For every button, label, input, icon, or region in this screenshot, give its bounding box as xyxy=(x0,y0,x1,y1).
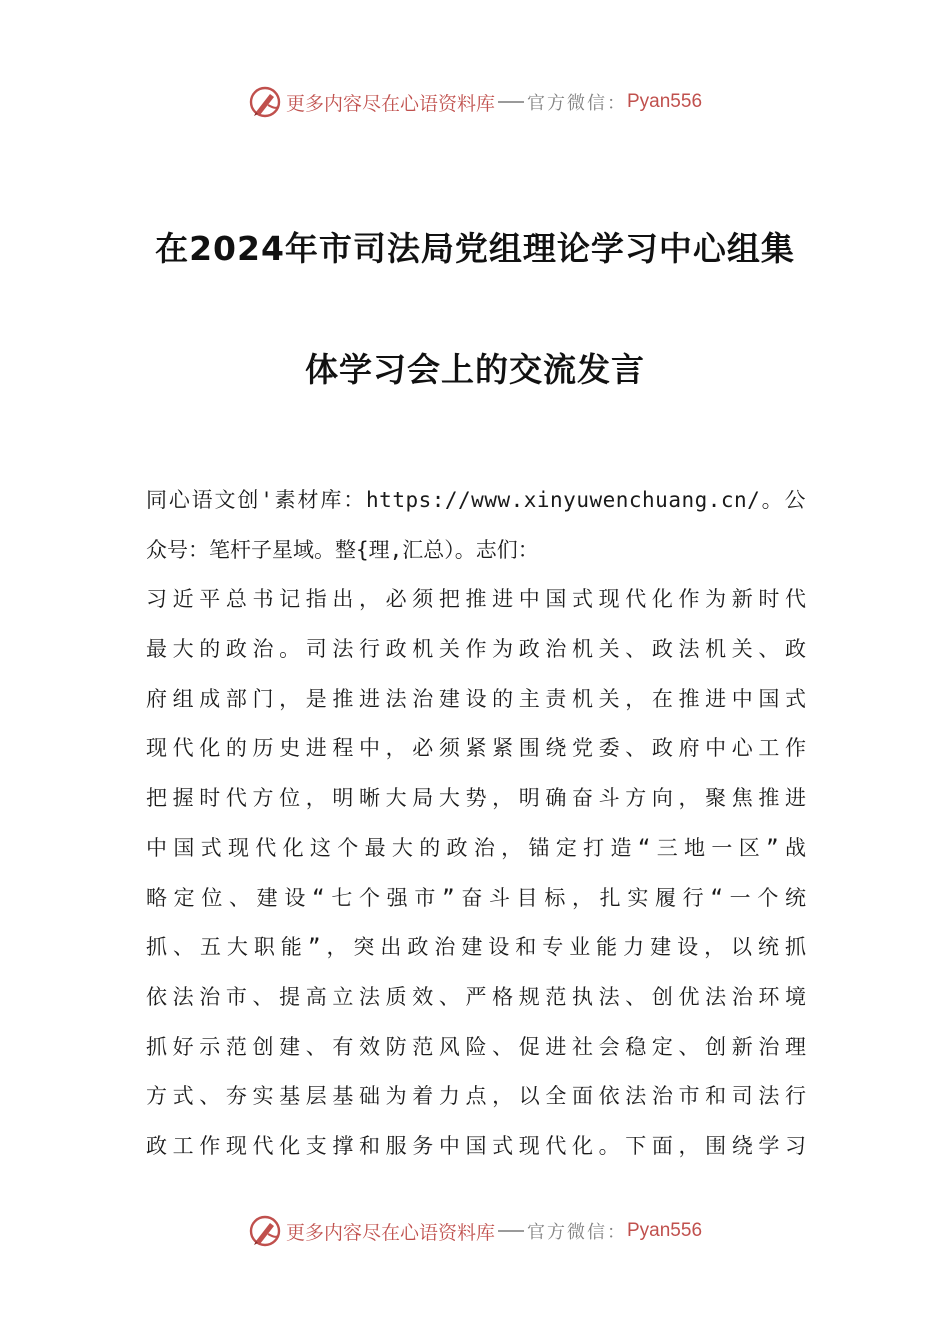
body-line: 抓好示范创建、有效防范风险、促进社会稳定、创新治理 xyxy=(146,1034,806,1059)
body-line: 习近平总书记指出，必须把推进中国式现代化作为新时代 xyxy=(146,587,806,612)
banner-text: 更多内容尽在心语资料库 xyxy=(285,1221,495,1244)
document-title-line-2: 体学习会上的交流发言 xyxy=(305,350,645,389)
header-banner xyxy=(0,82,950,122)
document-body xyxy=(146,476,806,1172)
banner-wechat-id: Pyan556 xyxy=(627,91,703,112)
banner-text: 更多内容尽在心语资料库 xyxy=(285,92,495,115)
body-line: 抓、五大职能”，突出政治建设和专业能力建设，以统抓 xyxy=(146,935,806,960)
banner-dash xyxy=(498,101,524,103)
body-line: 把握时代方位，明晰大局大势，明确奋斗方向，聚焦推进 xyxy=(146,786,806,811)
body-line: 众号：笔杆子星域。整{理,汇总）。志们： xyxy=(146,537,539,562)
pen-logo-icon xyxy=(248,85,282,119)
banner-wechat-id: Pyan556 xyxy=(627,1220,703,1241)
body-line: 方式、夯实基层基础为着力点，以全面依法治市和司法行 xyxy=(146,1084,806,1109)
body-line: 依法治市、提高立法质效、严格规范执法、创优法治环境 xyxy=(146,984,806,1009)
body-line: 中国式现代化这个最大的政治，锚定打造“三地一区”战 xyxy=(146,835,806,860)
footer-banner xyxy=(0,1211,950,1251)
body-line: 政工作现代化支撑和服务中国式现代化。下面，围绕学习 xyxy=(146,1133,806,1158)
banner-official-label: 官方微信： xyxy=(527,1222,627,1243)
banner-dash xyxy=(498,1230,524,1232)
body-line: 同心语文创'素材库：https://www.xinyuwenchuang.cn/。公 xyxy=(146,488,806,512)
document-title-line-1: 在2024年市司法局党组理论学习中心组集 xyxy=(155,229,795,268)
pen-logo-icon xyxy=(248,1214,282,1248)
body-line: 现代化的历史进程中，必须紧紧围绕党委、政府中心工作 xyxy=(146,736,806,761)
body-line: 略定位、建设“七个强市”奋斗目标，扎实履行“一个统 xyxy=(146,885,806,910)
body-line: 最大的政治。司法行政机关作为政治机关、政法机关、政 xyxy=(146,637,806,662)
banner-official-label: 官方微信： xyxy=(527,93,627,114)
body-line: 府组成部门，是推进法治建设的主责机关，在推进中国式 xyxy=(146,686,806,711)
